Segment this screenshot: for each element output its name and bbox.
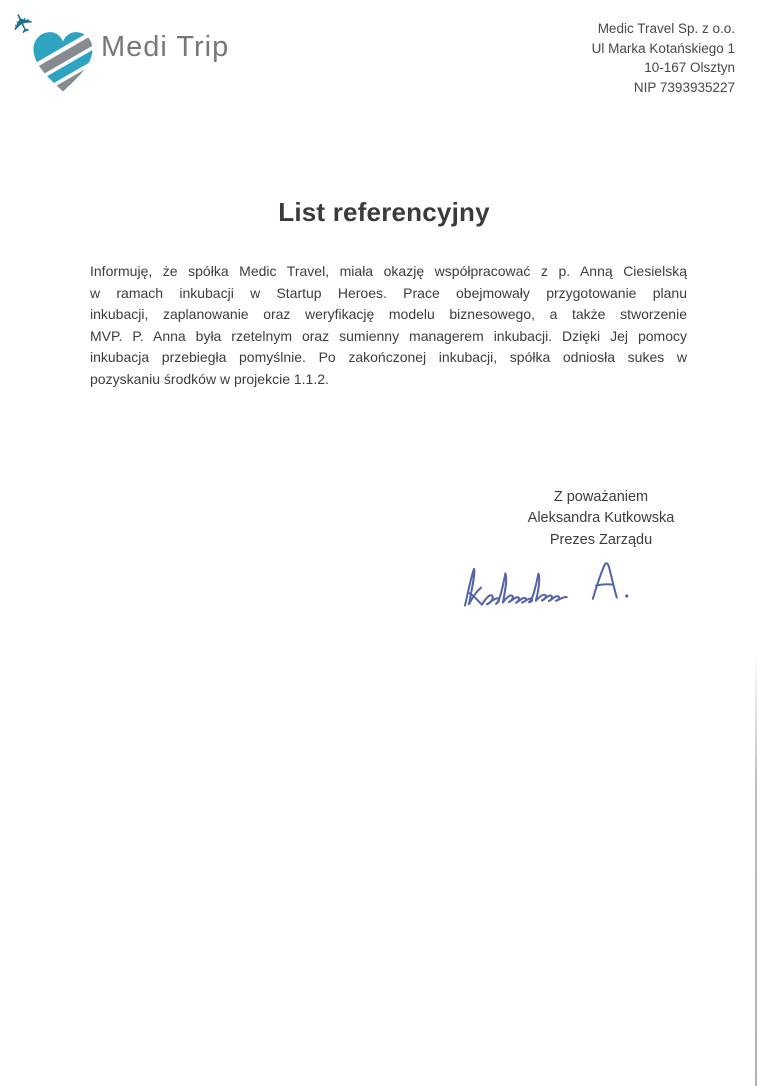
address-line-street: Ul Marka Kotańskiego 1	[591, 40, 735, 56]
airplane-icon: ✈	[4, 6, 42, 40]
letter-title: List referencyjny	[278, 197, 490, 227]
address-line-company: Medic Travel Sp. z o.o.	[597, 21, 735, 36]
signoff-role: Prezes Zarządu	[549, 531, 653, 548]
letter-body	[90, 261, 687, 390]
signoff-block	[455, 487, 747, 551]
signoff-name: Aleksandra Kutkowska	[527, 510, 675, 527]
heart-logo-icon	[27, 26, 99, 98]
signoff-closing: Z poważaniem	[553, 489, 649, 505]
company-address-block	[592, 19, 735, 97]
address-line-city: 10-167 Olsztyn	[644, 60, 735, 75]
handwritten-signature	[450, 556, 650, 612]
body-line: pozyskaniu środków w projekcie 1.1.2.	[90, 370, 329, 387]
scan-edge-artifact	[755, 655, 757, 1086]
body-line: MVP. P. Anna była rzetelnym oraz sumienny managerem inkubacji. Dzięki Jej pomocy	[90, 327, 687, 344]
body-line: inkubacji, zaplanowanie oraz weryfikację modelu biznesowego, a także stworzenie	[90, 306, 687, 322]
body-line: Informuję, że spółka Medic Travel, miała okazję współpracować z p. Anną Ciesielską	[90, 263, 687, 279]
body-line: inkubacja przebiegła pomyślnie. Po zakończonej inkubacji, spółka odniosła sukes w	[90, 349, 687, 365]
brand-name: Medi Trip	[101, 31, 230, 63]
address-line-nip: NIP 7393935227	[633, 79, 735, 95]
body-line: w ramach inkubacji w Startup Heroes. Prace obejmowały przygotowanie planu	[90, 284, 687, 301]
